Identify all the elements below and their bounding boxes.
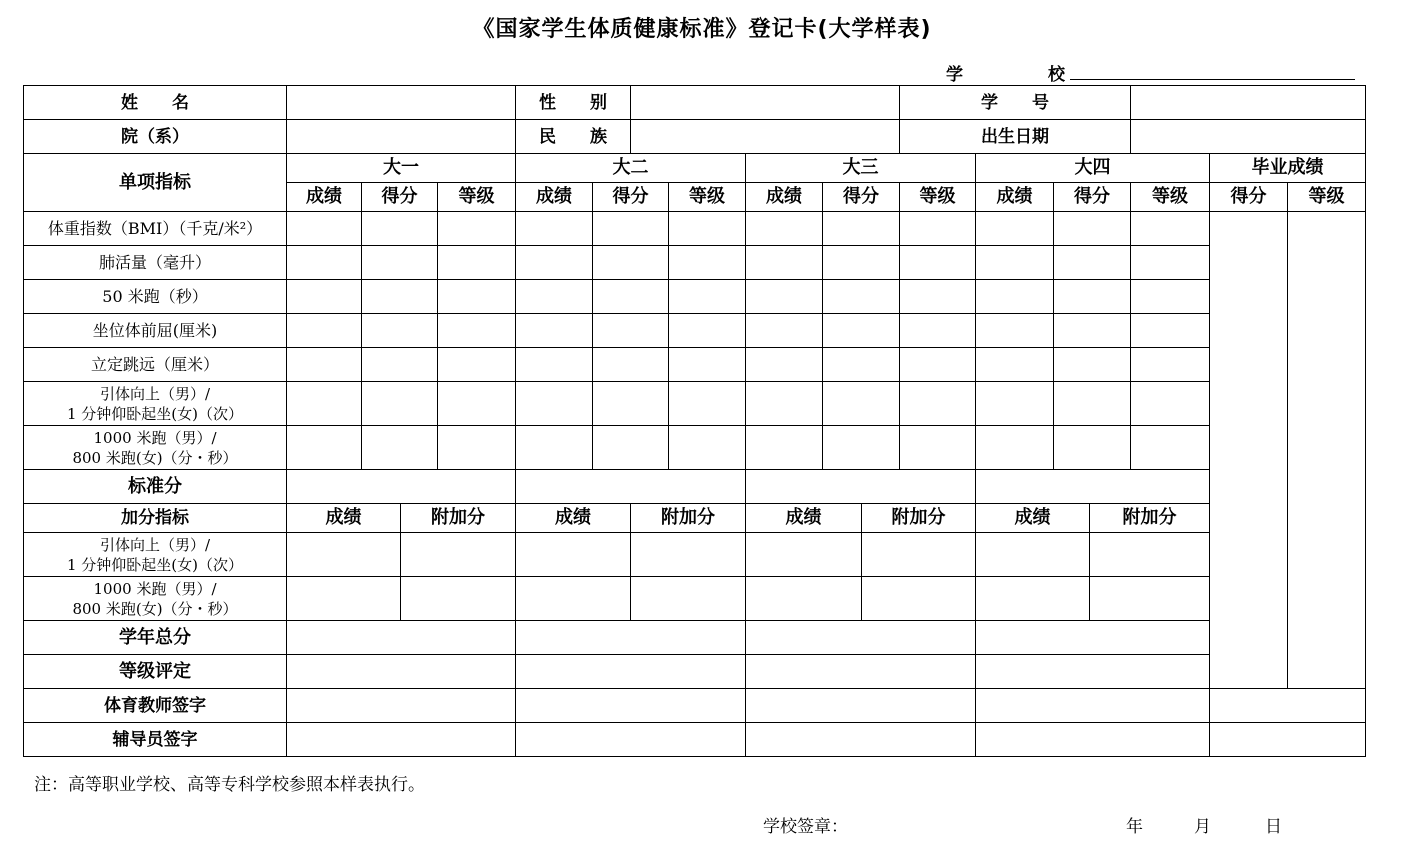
student-id-field[interactable] [1131,86,1366,120]
annual-total-cell[interactable] [746,621,976,655]
bonus-score-header: 成绩 [287,504,401,533]
score-col-header: 成绩 [287,183,362,212]
signature-cell[interactable] [746,689,976,723]
standard-score-cell[interactable] [976,470,1210,504]
registration-table [23,85,1366,757]
signature-cell[interactable] [1210,723,1366,757]
date-year-label: 年 [1126,817,1143,837]
footnote: 注：高等职业学校、高等专科学校参照本样表执行。 [34,775,425,795]
annual-total-cell[interactable] [287,621,516,655]
bonus-score-cell[interactable] [287,533,401,577]
points-cell[interactable] [593,246,669,280]
bonus-score-cell[interactable] [516,577,631,621]
level-rating-label: 等级评定 [24,655,287,689]
date-month-label: 月 [1194,817,1211,837]
grad-level-col-header: 等级 [1288,183,1366,212]
item-label-sit-and-reach: 坐位体前屈(厘米) [24,314,287,348]
level-col-header: 等级 [438,183,516,212]
level-cell[interactable] [900,426,976,470]
level-col-header: 等级 [1131,183,1210,212]
score-cell[interactable] [746,382,823,426]
school-stamp-label: 学校签章： [763,817,848,837]
pe-teacher-signature-label: 体育教师签字 [24,689,287,723]
signature-cell[interactable] [516,689,746,723]
bonus-score-header: 成绩 [976,504,1090,533]
year-header: 大三 [746,154,976,183]
grad-level-cell[interactable] [1288,212,1366,689]
level-cell[interactable] [438,314,516,348]
level-rating-cell[interactable] [976,655,1210,689]
bonus-score-cell[interactable] [976,533,1090,577]
year-header: 大二 [516,154,746,183]
points-cell[interactable] [593,212,669,246]
signature-cell[interactable] [976,723,1210,757]
level-cell[interactable] [669,246,746,280]
date-day-label: 日 [1265,817,1282,837]
points-cell[interactable] [823,246,900,280]
score-cell[interactable] [976,348,1054,382]
bonus-points-cell[interactable] [631,533,746,577]
level-cell[interactable] [669,314,746,348]
bonus-label-endurance-run: 1000 米跑（男）/ 800 米跑(女)（分・秒） [24,577,287,621]
gender-field[interactable] [631,86,900,120]
bonus-points-cell[interactable] [401,577,516,621]
bonus-points-cell[interactable] [631,577,746,621]
points-cell[interactable] [593,348,669,382]
level-cell[interactable] [1131,382,1210,426]
school-input-line[interactable] [1070,79,1355,80]
bonus-points-cell[interactable] [401,533,516,577]
ethnicity-label: 民 族 [516,120,631,154]
score-cell[interactable] [516,348,593,382]
points-cell[interactable] [593,314,669,348]
points-cell[interactable] [823,382,900,426]
ethnicity-field[interactable] [631,120,900,154]
points-cell[interactable] [362,314,438,348]
item-label-50m-run: 50 米跑（秒） [24,280,287,314]
department-field[interactable] [287,120,516,154]
score-cell[interactable] [287,246,362,280]
level-cell[interactable] [669,280,746,314]
signature-cell[interactable] [516,723,746,757]
school-label: 学 校 [946,65,1099,85]
annual-total-cell[interactable] [516,621,746,655]
year-header: 大一 [287,154,516,183]
points-col-header: 得分 [1054,183,1131,212]
level-cell[interactable] [900,382,976,426]
standard-score-cell[interactable] [746,470,976,504]
bonus-score-cell[interactable] [746,533,862,577]
item-label-vital-capacity: 肺活量（毫升） [24,246,287,280]
points-cell[interactable] [593,382,669,426]
score-cell[interactable] [287,280,362,314]
level-cell[interactable] [900,246,976,280]
student-id-label: 学 号 [900,86,1131,120]
annual-total-label: 学年总分 [24,621,287,655]
level-cell[interactable] [669,426,746,470]
points-cell[interactable] [362,426,438,470]
bonus-score-cell[interactable] [516,533,631,577]
points-cell[interactable] [593,426,669,470]
level-cell[interactable] [438,212,516,246]
name-field[interactable] [287,86,516,120]
points-col-header: 得分 [823,183,900,212]
score-cell[interactable] [746,314,823,348]
score-cell[interactable] [516,246,593,280]
grad-points-col-header: 得分 [1210,183,1288,212]
level-cell[interactable] [1131,280,1210,314]
points-cell[interactable] [362,348,438,382]
score-col-header: 成绩 [746,183,823,212]
level-cell[interactable] [900,212,976,246]
score-cell[interactable] [746,348,823,382]
score-cell[interactable] [746,426,823,470]
level-cell[interactable] [900,280,976,314]
level-col-header: 等级 [669,183,746,212]
signature-cell[interactable] [976,689,1210,723]
form-title: 《国家学生体质健康标准》登记卡(大学样表) [472,17,932,42]
standard-score-cell[interactable] [516,470,746,504]
points-cell[interactable] [823,348,900,382]
score-col-header: 成绩 [516,183,593,212]
bonus-score-cell[interactable] [746,577,862,621]
level-cell[interactable] [438,280,516,314]
signature-cell[interactable] [1210,689,1366,723]
score-cell[interactable] [516,280,593,314]
score-cell[interactable] [516,382,593,426]
bonus-points-cell[interactable] [1090,533,1210,577]
score-cell[interactable] [516,426,593,470]
score-cell[interactable] [976,280,1054,314]
level-cell[interactable] [900,348,976,382]
grad-points-cell[interactable] [1210,212,1288,689]
level-cell[interactable] [438,246,516,280]
bonus-score-cell[interactable] [287,577,401,621]
level-rating-cell[interactable] [516,655,746,689]
bonus-points-cell[interactable] [862,577,976,621]
score-col-header: 成绩 [976,183,1054,212]
level-cell[interactable] [438,382,516,426]
points-cell[interactable] [823,280,900,314]
points-col-header: 得分 [362,183,438,212]
level-cell[interactable] [1131,426,1210,470]
points-col-header: 得分 [593,183,669,212]
level-cell[interactable] [438,426,516,470]
points-cell[interactable] [1054,348,1131,382]
bonus-score-header: 成绩 [746,504,862,533]
points-cell[interactable] [362,280,438,314]
item-column-header: 单项指标 [24,154,287,212]
points-cell[interactable] [1054,246,1131,280]
bonus-score-cell[interactable] [976,577,1090,621]
standard-score-cell[interactable] [287,470,516,504]
department-label: 院（系） [24,120,287,154]
points-cell[interactable] [823,426,900,470]
level-cell[interactable] [669,348,746,382]
bonus-points-header: 附加分 [631,504,746,533]
bonus-label-pullup-situp: 引体向上（男）/ 1 分钟仰卧起坐(女)（次） [24,533,287,577]
bonus-points-header: 附加分 [401,504,516,533]
score-cell[interactable] [516,314,593,348]
points-cell[interactable] [1054,212,1131,246]
level-col-header: 等级 [900,183,976,212]
level-cell[interactable] [1131,246,1210,280]
score-cell[interactable] [976,246,1054,280]
signature-cell[interactable] [287,723,516,757]
level-cell[interactable] [1131,348,1210,382]
level-cell[interactable] [1131,314,1210,348]
points-cell[interactable] [362,212,438,246]
points-cell[interactable] [1054,382,1131,426]
item-label-pullup-situp: 引体向上（男）/ 1 分钟仰卧起坐(女)（次） [24,382,287,426]
points-cell[interactable] [593,280,669,314]
points-cell[interactable] [362,246,438,280]
item-label-endurance-run: 1000 米跑（男）/ 800 米跑(女)（分・秒） [24,426,287,470]
year-header: 大四 [976,154,1210,183]
bonus-points-header: 附加分 [862,504,976,533]
score-cell[interactable] [746,246,823,280]
signature-cell[interactable] [287,689,516,723]
birth-date-label: 出生日期 [900,120,1131,154]
score-cell[interactable] [746,212,823,246]
bonus-score-header: 成绩 [516,504,631,533]
points-cell[interactable] [823,212,900,246]
bonus-column-header: 加分指标 [24,504,287,533]
item-label-bmi: 体重指数（BMI）（千克/米²） [24,212,287,246]
item-label-standing-long-jump: 立定跳远（厘米） [24,348,287,382]
name-label: 姓 名 [24,86,287,120]
score-cell[interactable] [976,426,1054,470]
score-cell[interactable] [287,314,362,348]
annual-total-cell[interactable] [976,621,1210,655]
counselor-signature-label: 辅导员签字 [24,723,287,757]
score-cell[interactable] [287,348,362,382]
score-cell[interactable] [976,212,1054,246]
bonus-points-cell[interactable] [1090,577,1210,621]
points-cell[interactable] [823,314,900,348]
score-cell[interactable] [976,314,1054,348]
level-cell[interactable] [1131,212,1210,246]
score-cell[interactable] [746,280,823,314]
points-cell[interactable] [1054,280,1131,314]
points-cell[interactable] [1054,314,1131,348]
score-cell[interactable] [287,382,362,426]
bonus-points-header: 附加分 [1090,504,1210,533]
standard-score-label: 标准分 [24,470,287,504]
level-rating-cell[interactable] [287,655,516,689]
bonus-points-cell[interactable] [862,533,976,577]
level-cell[interactable] [900,314,976,348]
score-cell[interactable] [287,212,362,246]
level-cell[interactable] [669,382,746,426]
gender-label: 性 别 [516,86,631,120]
signature-cell[interactable] [746,723,976,757]
score-cell[interactable] [976,382,1054,426]
level-cell[interactable] [669,212,746,246]
graduation-header: 毕业成绩 [1210,154,1366,183]
level-rating-cell[interactable] [746,655,976,689]
score-cell[interactable] [516,212,593,246]
birth-date-field[interactable] [1131,120,1366,154]
level-cell[interactable] [438,348,516,382]
score-cell[interactable] [287,426,362,470]
points-cell[interactable] [362,382,438,426]
points-cell[interactable] [1054,426,1131,470]
